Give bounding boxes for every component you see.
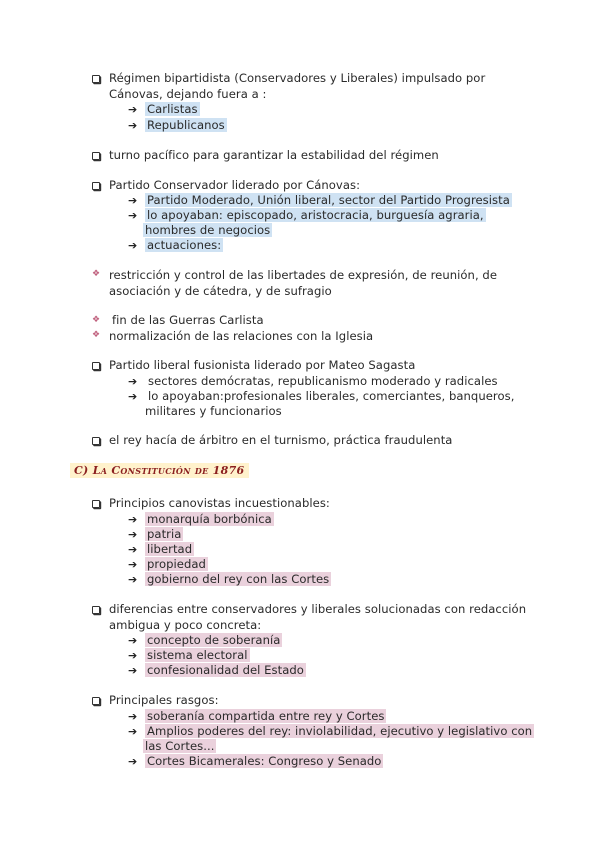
highlighted-text: libertad (147, 542, 193, 556)
arrow-bullet-icon: ➔ (128, 649, 138, 662)
paragraph-line: el rey hacía de árbitro en el turnismo, práctica fraudulenta (109, 433, 453, 447)
section-heading: C) La Constitución de 1876 (70, 463, 249, 479)
sub-item: lo apoyaban:profesionales liberales, comerciantes, banqueros, (148, 389, 515, 403)
highlighted-text: hombres de negocios (145, 223, 271, 237)
paragraph-line: Régimen bipartidista (Conservadores y Liberales) impulsado por (109, 71, 486, 85)
sub-item (145, 754, 383, 769)
checkbox-bullet-icon (92, 362, 100, 370)
highlighted-text: gobierno del rey con las Cortes (147, 572, 330, 586)
sub-item (145, 208, 486, 223)
sub-item-continued: militares y funcionarios (145, 404, 282, 418)
arrow-bullet-icon: ➔ (128, 528, 138, 541)
paragraph-line: Cánovas, dejando fuera a : (109, 87, 267, 101)
highlighted-text: concepto de soberanía (147, 633, 281, 647)
arrow-bullet-icon: ➔ (128, 664, 138, 677)
paragraph-line: ambigua y poco concreta: (109, 618, 262, 632)
highlighted-text: lo apoyaban: episcopado, aristocracia, burguesía agraria, (147, 208, 484, 222)
arrow-bullet-icon: ➔ (128, 194, 138, 207)
highlighted-text: propiedad (147, 557, 206, 571)
highlighted-text: Republicanos (147, 118, 225, 132)
arrow-bullet-icon: ➔ (128, 543, 138, 556)
sub-item (145, 512, 274, 527)
arrow-bullet-icon: ➔ (128, 573, 138, 586)
diamond-bullet-icon: ❖ (92, 269, 101, 279)
sub-item (145, 709, 386, 724)
highlighted-text: actuaciones: (147, 238, 222, 252)
checkbox-bullet-icon (92, 152, 100, 160)
arrow-bullet-icon: ➔ (128, 390, 138, 403)
checkbox-bullet-icon (92, 182, 100, 190)
highlighted-text: monarquía borbónica (147, 512, 272, 526)
checkbox-bullet-icon (92, 75, 100, 83)
sub-item (145, 724, 534, 739)
sub-item (145, 557, 208, 572)
sub-item (145, 527, 183, 542)
sub-item (145, 102, 200, 117)
highlighted-text: sistema electoral (147, 648, 248, 662)
sub-item (145, 542, 194, 557)
highlighted-text: Carlistas (147, 102, 198, 116)
paragraph-line: fin de las Guerras Carlista (112, 313, 264, 327)
arrow-bullet-icon: ➔ (128, 209, 138, 222)
highlighted-text: Amplios poderes del rey: inviolabilidad, ejecutivo y legislativo con (147, 724, 533, 738)
paragraph-line: restricción y control de las libertades de expresión, de reunión, de (109, 268, 498, 282)
arrow-bullet-icon: ➔ (128, 634, 138, 647)
sub-item-continued (143, 223, 272, 238)
sub-item: sectores demócratas, republicanismo moderado y radicales (148, 374, 498, 388)
checkbox-bullet-icon (92, 500, 100, 508)
paragraph-line: normalización de las relaciones con la Iglesia (109, 329, 374, 343)
diamond-bullet-icon: ❖ (92, 330, 101, 340)
paragraph-line: turno pacífico para garantizar la estabilidad del régimen (109, 148, 439, 162)
sub-item (145, 648, 250, 663)
highlighted-text: patria (147, 527, 182, 541)
arrow-bullet-icon: ➔ (128, 755, 138, 768)
arrow-bullet-icon: ➔ (128, 513, 138, 526)
paragraph-line: Partido liberal fusionista liderado por Mateo Sagasta (109, 358, 416, 372)
sub-item (145, 633, 282, 648)
sub-item (145, 663, 306, 678)
paragraph-line: asociación y de cátedra, y de sufragio (109, 284, 332, 298)
paragraph-line: diferencias entre conservadores y liberales solucionadas con redacción (109, 602, 527, 616)
highlighted-text: soberanía compartida entre rey y Cortes (147, 709, 385, 723)
arrow-bullet-icon: ➔ (128, 710, 138, 723)
paragraph-line: Principales rasgos: (109, 693, 219, 707)
arrow-bullet-icon: ➔ (128, 239, 138, 252)
highlighted-text: Partido Moderado, Unión liberal, sector del Partido Progresista (147, 193, 510, 207)
sub-item (145, 118, 227, 133)
highlighted-text: Cortes Bicamerales: Congreso y Senado (147, 754, 382, 768)
paragraph-line: Partido Conservador liderado por Cánovas: (109, 178, 361, 192)
arrow-bullet-icon: ➔ (128, 119, 138, 132)
checkbox-bullet-icon (92, 437, 100, 445)
sub-item (145, 238, 223, 253)
arrow-bullet-icon: ➔ (128, 725, 138, 738)
arrow-bullet-icon: ➔ (128, 558, 138, 571)
checkbox-bullet-icon (92, 697, 100, 705)
sub-item-continued (143, 739, 216, 754)
sub-item (145, 572, 331, 587)
arrow-bullet-icon: ➔ (128, 375, 138, 388)
highlighted-text: las Cortes... (145, 739, 215, 753)
highlighted-text: confesionalidad del Estado (147, 663, 304, 677)
diamond-bullet-icon: ❖ (92, 315, 101, 325)
checkbox-bullet-icon (92, 606, 100, 614)
paragraph-line: Principios canovistas incuestionables: (109, 496, 330, 510)
sub-item (145, 193, 512, 208)
arrow-bullet-icon: ➔ (128, 103, 138, 116)
